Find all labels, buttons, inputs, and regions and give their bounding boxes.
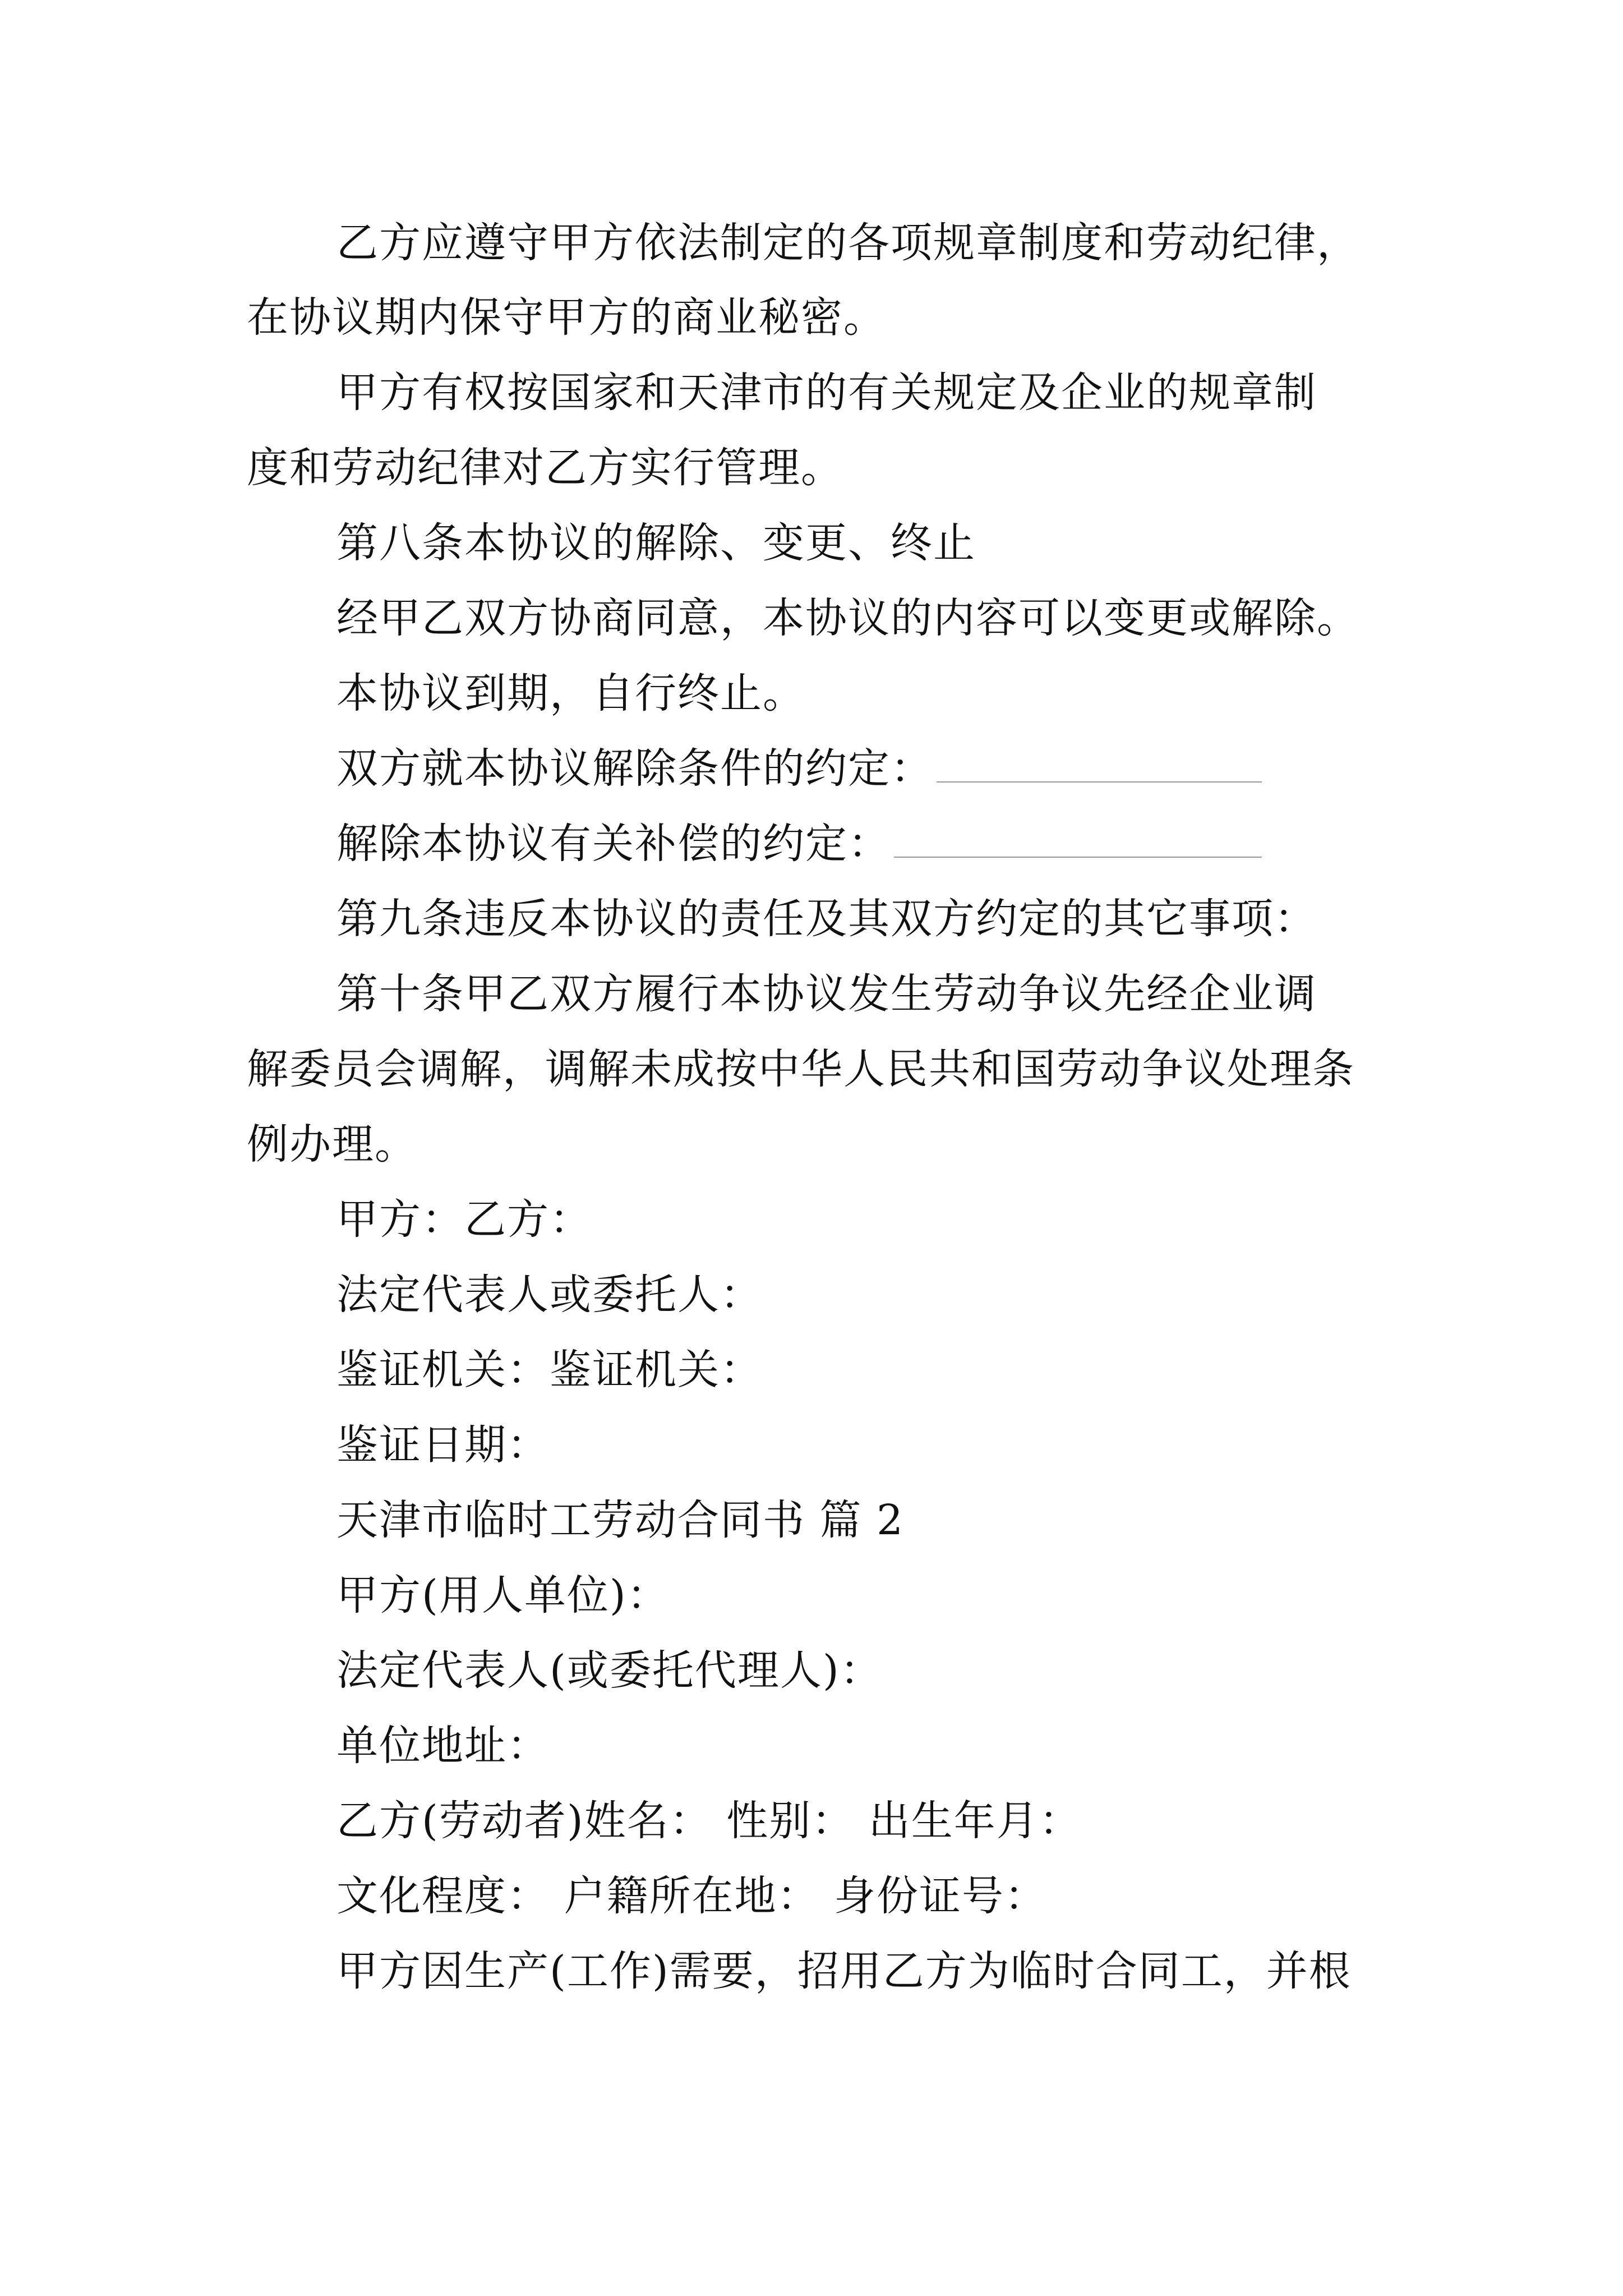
agreement-line (336, 742, 1262, 795)
signature-line: 鉴证日期： (336, 1421, 550, 1469)
signature-line: 法定代表人或委托人： (336, 1271, 763, 1319)
section-heading: 第八条本协议的解除、变更、终止 (336, 519, 976, 567)
paragraph-line: 经甲乙双方协商同意，本协议的内容可以变更或解除。 (336, 594, 1359, 642)
fill-in-blank (937, 776, 1262, 783)
signature-line: 鉴证机关：鉴证机关： (336, 1346, 763, 1394)
paragraph-line: 在协议期内保守甲方的商业秘密。 (247, 293, 886, 342)
paragraph-line: 例办理。 (247, 1120, 417, 1168)
section-heading: 第十条甲乙双方履行本协议发生劳动争议先经企业调 (336, 970, 1317, 1018)
paragraph-line: 乙方应遵守甲方依法制定的各项规章制度和劳动纪律， (336, 219, 1359, 267)
field-line: 乙方(劳动者)姓名： 性别： 出生年月： (336, 1797, 1082, 1845)
agreement-label: 双方就本协议解除条件的约定： (336, 744, 933, 793)
field-line: 甲方(用人单位)： (336, 1571, 670, 1619)
field-line: 文化程度： 户籍所在地： 身份证号： (336, 1872, 1048, 1920)
signature-line: 甲方：乙方： (336, 1195, 592, 1244)
paragraph-line: 度和劳动纪律对乙方实行管理。 (247, 444, 843, 492)
field-line: 法定代表人(或委托代理人)： (336, 1646, 883, 1695)
contract-title: 天津市临时工劳动合同书 篇 2 (336, 1496, 905, 1544)
agreement-label: 解除本协议有关补偿的约定： (336, 820, 891, 868)
agreement-line (336, 817, 1262, 871)
paragraph-line: 本协议到期，自行终止。 (336, 669, 805, 717)
field-line: 单位地址： (336, 1722, 550, 1770)
paragraph-line: 甲方有权按国家和天津市的有关规定及企业的规章制 (336, 369, 1317, 417)
section-heading: 第九条违反本协议的责任及其双方约定的其它事项： (336, 895, 1317, 943)
paragraph-line: 甲方因生产(工作)需要，招用乙方为临时合同工，并根 (336, 1947, 1352, 1995)
paragraph-line: 解委员会调解，调解未成按中华人民共和国劳动争议处理条 (247, 1045, 1355, 1093)
fill-in-blank (894, 851, 1262, 858)
